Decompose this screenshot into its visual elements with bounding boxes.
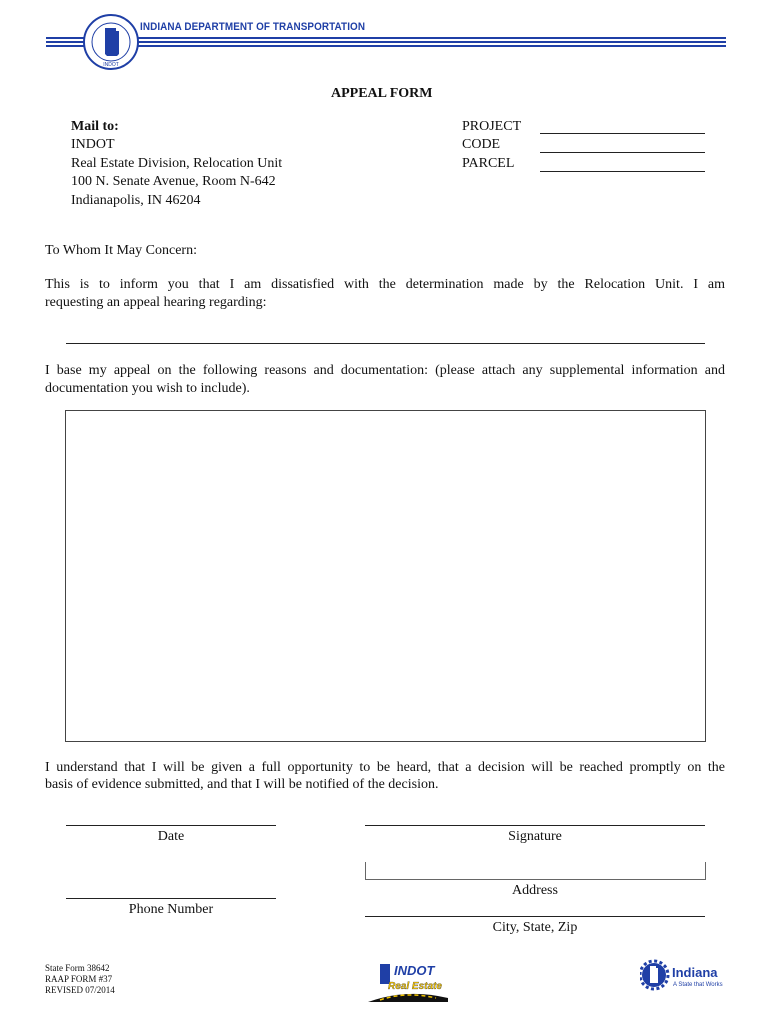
- date-label: Date: [157, 829, 185, 844]
- appeal-subject-field[interactable]: [66, 343, 705, 344]
- project-field[interactable]: [540, 133, 705, 134]
- header-rule: [46, 37, 726, 49]
- department-name: INDIANA DEPARTMENT OF TRANSPORTATION: [140, 21, 366, 33]
- real-estate-logo-text: Real Estate: [388, 981, 442, 992]
- phone-field[interactable]: [66, 898, 276, 899]
- parcel-field[interactable]: [540, 171, 705, 172]
- reasons-textarea[interactable]: [65, 410, 706, 742]
- address-line: Indianapolis, IN 46204: [71, 193, 201, 208]
- code-label: CODE: [462, 137, 501, 152]
- form-number: State Form 38642: [45, 963, 110, 973]
- project-label: PROJECT: [462, 119, 522, 134]
- indot-real-estate-logo: [366, 958, 450, 1004]
- mail-to-label: Mail to:: [71, 119, 119, 134]
- reasons-text: documentation you wish to include).: [45, 381, 250, 396]
- form-title: APPEAL FORM: [331, 86, 433, 101]
- understanding-text: I understand that I will be given a full opportunity to be heard, that a decision will be reached promptly on the: [45, 760, 725, 775]
- reasons-text: I base my appeal on the following reasons and documentation: (please attach any supplemental information and: [45, 363, 725, 378]
- phone-label: Phone Number: [128, 902, 214, 917]
- revision-date: REVISED 07/2014: [45, 985, 115, 995]
- salutation: To Whom It May Concern:: [45, 243, 197, 258]
- seal-text: INDOT: [103, 62, 119, 68]
- indiana-logo-text: Indiana: [672, 965, 718, 980]
- indot-logo-text: INDOT: [394, 963, 435, 978]
- indiana-state-logo: [640, 958, 730, 994]
- indot-seal-icon: [83, 14, 139, 70]
- signature-field[interactable]: [365, 825, 705, 826]
- address-field[interactable]: [365, 862, 706, 880]
- address-line: 100 N. Senate Avenue, Room N-642: [71, 174, 276, 189]
- indiana-tagline: A State that Works: [673, 982, 723, 988]
- raap-form-number: RAAP FORM #37: [45, 974, 113, 984]
- understanding-text: basis of evidence submitted, and that I will be notified of the decision.: [45, 777, 439, 792]
- signature-label: Signature: [508, 829, 562, 844]
- code-field[interactable]: [540, 152, 705, 153]
- parcel-label: PARCEL: [462, 156, 515, 171]
- intro-text: This is to inform you that I am dissatisfied with the determination made by the Relocation Unit. I am: [45, 277, 725, 292]
- date-field[interactable]: [66, 825, 276, 826]
- address-label: Address: [512, 883, 558, 898]
- intro-text: requesting an appeal hearing regarding:: [45, 295, 267, 310]
- city-state-zip-field[interactable]: [365, 916, 705, 917]
- address-line: Real Estate Division, Relocation Unit: [71, 156, 283, 171]
- address-line: INDOT: [71, 137, 115, 152]
- city-state-zip-label: City, State, Zip: [492, 920, 578, 935]
